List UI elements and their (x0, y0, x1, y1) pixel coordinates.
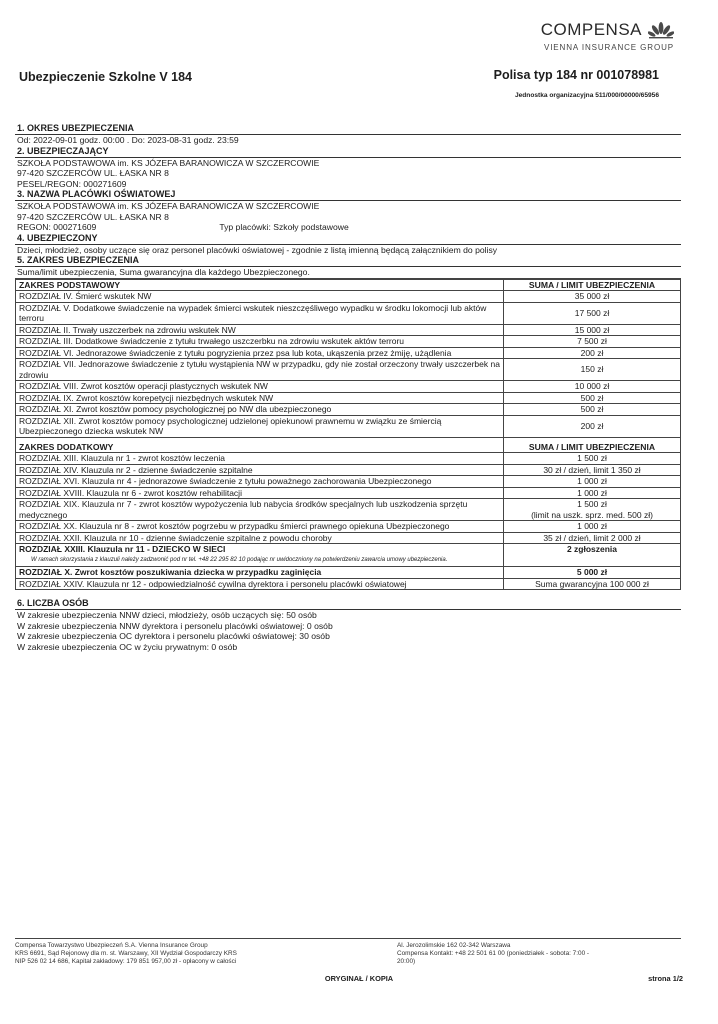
basic-coverage-label: ROZDZIAŁ VIII. Zwrot kosztów operacji plastycznych wskutek NW (16, 381, 504, 393)
section-2-title: 2. UBEZPIECZAJĄCY (15, 146, 681, 158)
insurance-period: Od: 2022-09-01 godz. 00:00 . Do: 2023-08-31 godz. 23:59 (17, 135, 239, 145)
basic-coverage-header-amount: SUMA / LIMIT UBEZPIECZENIA (504, 279, 681, 291)
logo-brand-text: COMPENSA (540, 20, 642, 39)
section-6-title: 6. LICZBA OSÓB (15, 598, 681, 610)
extra-coverage-row (16, 464, 681, 476)
child-online-note: W ramach skorzystania z klauzuli należy zadzwonić pod nr tel. +48 22 295 82 10 podając nr uwidoczniony na potwierdzeniu zawarcia umowy ubezpieczenia. (31, 556, 448, 563)
extra-coverage-header (16, 437, 681, 453)
footer (15, 938, 681, 965)
section-3-title: 3. NAZWA PLACÓWKI OŚWIATOWEJ (15, 189, 681, 201)
basic-coverage-row (16, 359, 681, 381)
extra-coverage-amount: 35 zł / dzień, limit 2 000 zł (504, 532, 681, 544)
basic-coverage-label: ROZDZIAŁ VI. Jednorazowe świadczenie z tytułu pogryzienia przez psa lub kota, ukąszenia przez żmiję, użądlenia (16, 347, 504, 359)
extra-coverage-amount: 1 500 zł (504, 453, 681, 465)
extra-coverage-header-label: ZAKRES DODATKOWY (16, 437, 504, 453)
child-online-cell (16, 544, 504, 567)
basic-coverage-label: ROZDZIAŁ XI. Zwrot kosztów pomocy psychologicznej po NW dla ubezpieczonego (16, 404, 504, 416)
basic-coverage-amount: 200 zł (504, 347, 681, 359)
footer-phone: Compensa Kontakt: +48 22 501 61 00 (poniedziałek - sobota: 7:00 - (397, 950, 590, 957)
extra-coverage-label: ROZDZIAŁ XXII. Klauzula nr 10 - dzienne świadczenie szpitalne z powodu choroby (16, 532, 504, 544)
child-online-label: ROZDZIAŁ XXIII. Klauzula nr 11 - DZIECKO W SIECI (19, 544, 226, 554)
basic-coverage-row (16, 392, 681, 404)
basic-coverage-amount: 10 000 zł (504, 381, 681, 393)
child-online-value: 2 zgłoszenia (504, 544, 681, 567)
extra-coverage-row (16, 453, 681, 465)
extra-coverage-label: ROZDZIAŁ XX. Klauzula nr 8 - zwrot kosztów pogrzebu w przypadku śmierci prawnego opiekuna Ubezpieczonego (16, 521, 504, 533)
extra-coverage-label: ROZDZIAŁ XVI. Klauzula nr 4 - jednorazowe świadczenie z tytułu poważnego zachorowania Ubezpieczonego (16, 476, 504, 488)
basic-coverage-row (16, 404, 681, 416)
section-5-title: 5. ZAKRES UBEZPIECZENIA (15, 255, 681, 267)
institution-name: SZKOŁA PODSTAWOWA im. KS JÓZEFA BARANOWICZA W SZCZERCOWIE (17, 201, 320, 211)
basic-coverage-amount: 500 zł (504, 392, 681, 404)
extra-coverage-row (16, 532, 681, 544)
coverage-table (15, 279, 681, 591)
section-4-title: 4. UBEZPIECZONY (15, 233, 681, 245)
extra-coverage-label: ROZDZIAŁ XIV. Klauzula nr 2 - dzienne świadczenie szpitalne (16, 464, 504, 476)
persons-count-nnw-staff: W zakresie ubezpieczenia NNW dyrektora i personelu placówki oświatowej: 0 osób (17, 620, 333, 631)
basic-coverage-label: ROZDZIAŁ V. Dodatkowe świadczenie na wypadek śmierci wskutek nieszczęśliwego wypadku w środku lokomocji lub aktów terroru (16, 302, 504, 324)
basic-coverage-row (16, 336, 681, 348)
extra-coverage-amount: 1 000 zł (504, 521, 681, 533)
extra-coverage-label: ROZDZIAŁ XIII. Klauzula nr 1 - zwrot kosztów leczenia (16, 453, 504, 465)
basic-coverage-amount: 35 000 zł (504, 291, 681, 303)
extra-coverage-row (16, 521, 681, 533)
extra-coverage-row (16, 476, 681, 488)
extra-coverage-row (16, 499, 681, 521)
basic-coverage-amount: 500 zł (504, 404, 681, 416)
basic-coverage-row (16, 347, 681, 359)
basic-coverage-amount: 15 000 zł (504, 324, 681, 336)
persons-count-oc-staff: W zakresie ubezpieczenia OC dyrektora i personelu placówki oświatowej: 30 osób (17, 631, 330, 641)
child-search-value: 5 000 zł (504, 567, 681, 579)
policyholder-pesel: PESEL/REGON: 000271609 (17, 178, 127, 189)
basic-coverage-header-label: ZAKRES PODSTAWOWY (16, 279, 504, 291)
basic-coverage-amount: 17 500 zł (504, 302, 681, 324)
basic-coverage-amount: 150 zł (504, 359, 681, 381)
basic-coverage-label: ROZDZIAŁ XII. Zwrot kosztów pomocy psychologicznej udzielonej opiekunowi prawnemu w związku ze śmiercią Ubezpieczonego dziecka wskutek NW (16, 415, 504, 437)
extra-coverage-label: ROZDZIAŁ XVIII. Klauzula nr 6 - zwrot kosztów rehabilitacji (16, 487, 504, 499)
policy-number: Polisa typ 184 nr 001078981 (493, 68, 659, 82)
institution-type: Typ placówki: Szkoły podstawowe (219, 222, 349, 232)
document-title: Ubezpieczenie Szkolne V 184 (19, 70, 192, 84)
extra-coverage-amount: 30 zł / dzień, limit 1 350 zł (504, 464, 681, 476)
basic-coverage-label: ROZDZIAŁ IV. Śmierć wskutek NW (16, 291, 504, 303)
civil-liability-label: ROZDZIAŁ XXIV. Klauzula nr 12 - odpowiedzialność cywilna dyrektora i personelu placówki oświatowej (16, 578, 504, 590)
persons-count-oc-private: W zakresie ubezpieczenia OC w życiu prywatnym: 0 osób (17, 641, 238, 652)
extra-coverage-row (16, 487, 681, 499)
extra-coverage-body (16, 437, 681, 544)
child-search-row (16, 567, 681, 579)
company-logo (541, 20, 674, 52)
footer-nip: NIP 526 02 14 686, Kapitał zakładowy: 179 851 957,00 zł - opłacony w całości (15, 958, 237, 965)
basic-coverage-amount: 200 zł (504, 415, 681, 437)
basic-coverage-row (16, 291, 681, 303)
basic-coverage-body (16, 279, 681, 437)
basic-coverage-row (16, 415, 681, 437)
footer-company-info (15, 942, 315, 966)
coverage-description: Suma/limit ubezpieczenia, Suma gwarancyjna dla każdego Ubezpieczonego. (15, 267, 681, 279)
organizational-unit: Jednostka organizacyjna 511/000/00000/65956 (514, 92, 659, 99)
footer-hours: 20:00) (397, 958, 416, 965)
footer-address: Al. Jerozolimskie 162 02-342 Warszawa (397, 942, 511, 949)
basic-coverage-label: ROZDZIAŁ IX. Zwrot kosztów korepetycji niezbędnych wskutek NW (16, 392, 504, 404)
section-1-title: 1. OKRES UBEZPIECZENIA (15, 123, 681, 135)
basic-coverage-label: ROZDZIAŁ VII. Jednorazowe świadczenie z tytułu wystąpienia NW w przypadku, gdy nie został orzeczony trwały uszczerbek na zdrowiu (16, 359, 504, 381)
extra-coverage-amount: 1 000 zł (504, 487, 681, 499)
policy-body (15, 123, 681, 652)
footer-company-name: Compensa Towarzystwo Ubezpieczeń S.A. Vienna Insurance Group (15, 942, 208, 949)
basic-coverage-label: ROZDZIAŁ II. Trwały uszczerbek na zdrowiu wskutek NW (16, 324, 504, 336)
insured-description: Dzieci, młodzież, osoby uczące się oraz personel placówki oświatowej - zgodnie z listą imienną będącą załącznikiem do polisy (17, 244, 498, 255)
extra-coverage-amount: 1 000 zł (504, 476, 681, 488)
basic-coverage-amount: 7 500 zł (504, 336, 681, 348)
policyholder-address: 97-420 SZCZERCÓW UL. ŁASKA NR 8 (17, 168, 169, 178)
persons-count-nnw-children: W zakresie ubezpieczenia NNW dzieci, młodzieży, osób uczących się: 50 osób (17, 610, 317, 620)
basic-coverage-label: ROZDZIAŁ III. Dodatkowe świadczenie z tytułu trwałego uszczerbku na zdrowiu wskutek aktów terroru (16, 336, 504, 348)
civil-liability-value: Suma gwarancyjna 100 000 zł (504, 578, 681, 590)
extra-coverage-label: ROZDZIAŁ XIX. Klauzula nr 7 - zwrot kosztów wypożyczenia lub nabycia środków specjalnych lub uszkodzenia sprzętu medycznego (16, 499, 504, 521)
footer-contact-info (397, 942, 657, 966)
basic-coverage-row (16, 324, 681, 336)
footer-krs: KRS 6691, Sąd Rejonowy dla m. st. Warszawy, XII Wydział Gospodarczy KRS (15, 950, 237, 957)
extra-coverage-amount: 1 500 zł (limit na uszk. sprz. med. 500 zł) (504, 499, 681, 521)
institution-address: 97-420 SZCZERCÓW UL. ŁASKA NR 8 (17, 211, 169, 222)
basic-coverage-row (16, 381, 681, 393)
child-online-row (16, 544, 681, 567)
original-copy-label: ORYGINAŁ / KOPIA (324, 974, 394, 983)
flower-logo-icon (648, 21, 674, 39)
special-coverage-body (16, 544, 681, 590)
institution-regon-row (15, 222, 681, 233)
page-number: strona 1/2 (648, 974, 683, 983)
institution-regon: REGON: 000271609 (17, 222, 97, 232)
child-search-label: ROZDZIAŁ X. Zwrot kosztów poszukiwania dziecka w przypadku zaginięcia (16, 567, 504, 579)
civil-liability-row (16, 578, 681, 590)
logo-subtitle: VIENNA INSURANCE GROUP (543, 43, 674, 52)
extra-coverage-header-amount: SUMA / LIMIT UBEZPIECZENIA (504, 437, 681, 453)
basic-coverage-row (16, 302, 681, 324)
policyholder-name: SZKOŁA PODSTAWOWA im. KS JÓZEFA BARANOWICZA W SZCZERCOWIE (17, 157, 320, 168)
basic-coverage-header (16, 279, 681, 291)
